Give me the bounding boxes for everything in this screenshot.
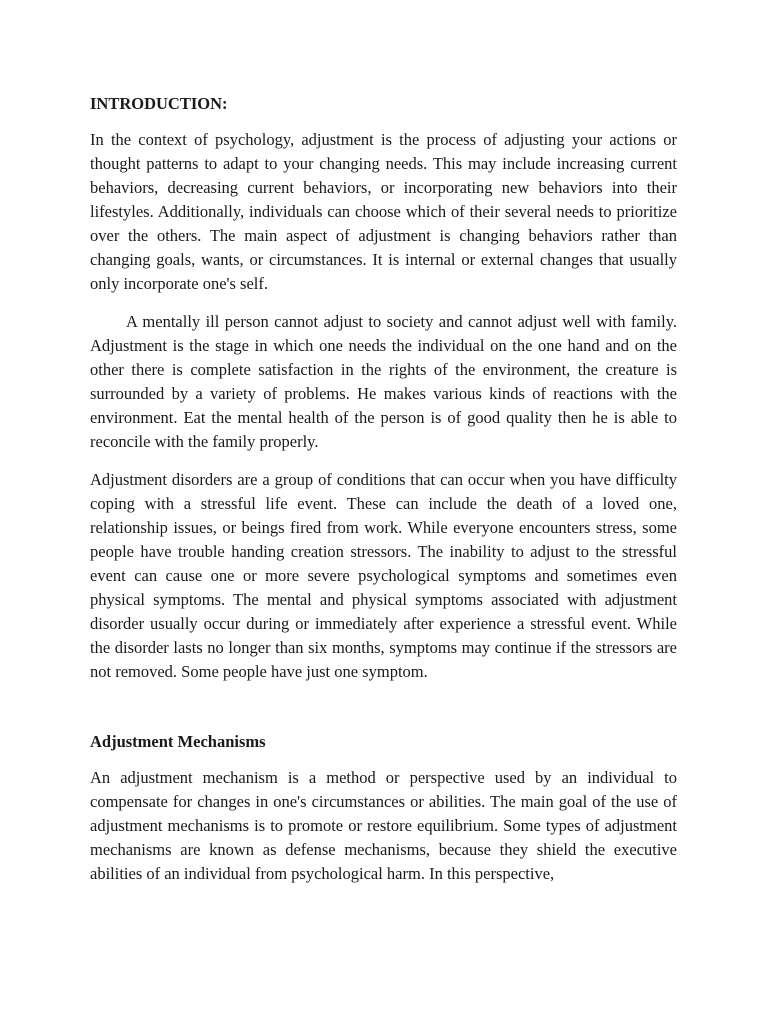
mechanisms-paragraph-1: An adjustment mechanism is a method or perspective used by an individual to compensate for changes in one's circumstances or abilities. The main goal of the use of adjustment mechanisms is to promote or restore equilibrium. Some types of adjustment mechanisms are known as defense mechanisms, because they shield the executive abilities of an individual from psychological harm. In this perspective, bbox=[90, 768, 677, 883]
intro-paragraph-2: A mentally ill person cannot adjust to society and cannot adjust well with family. Adjustment is the stage in which one needs the individual on the one hand and on the other there is complete satisfaction in the rights of the environment, the creature is surrounded by a variety of problems. He makes various kinds of reactions with the environment. Eat the mental health of the person is of good quality then he is able to reconcile with the family properly. bbox=[90, 312, 677, 451]
document-page bbox=[90, 92, 677, 886]
intro-paragraph-3: Adjustment disorders are a group of conditions that can occur when you have difficulty coping with a stressful life event. These can include the death of a loved one, relationship issues, or beings fired from work. While everyone encounters stress, some people have trouble handing creation stressors. The inability to adjust to the stressful event can cause one or more severe psychological symptoms and sometimes even physical symptoms. The mental and physical symptoms associated with adjustment disorder usually occur during or immediately after experience a stressful event. While the disorder lasts no longer than six months, symptoms may continue if the stressors are not removed. Some people have just one symptom. bbox=[90, 470, 677, 681]
intro-heading: INTRODUCTION: bbox=[90, 94, 228, 113]
mechanisms-heading: Adjustment Mechanisms bbox=[90, 732, 266, 751]
intro-paragraph-1: In the context of psychology, adjustment is the process of adjusting your actions or thought patterns to adapt to your changing needs. This may include increasing current behaviors, decreasing current behaviors, or incorporating new behaviors into their lifestyles. Additionally, individuals can choose which of their several needs to prioritize over the others. The main aspect of adjustment is changing behaviors rather than changing goals, wants, or circumstances. It is internal or external changes that usually only incorporate one's self. bbox=[90, 130, 677, 293]
